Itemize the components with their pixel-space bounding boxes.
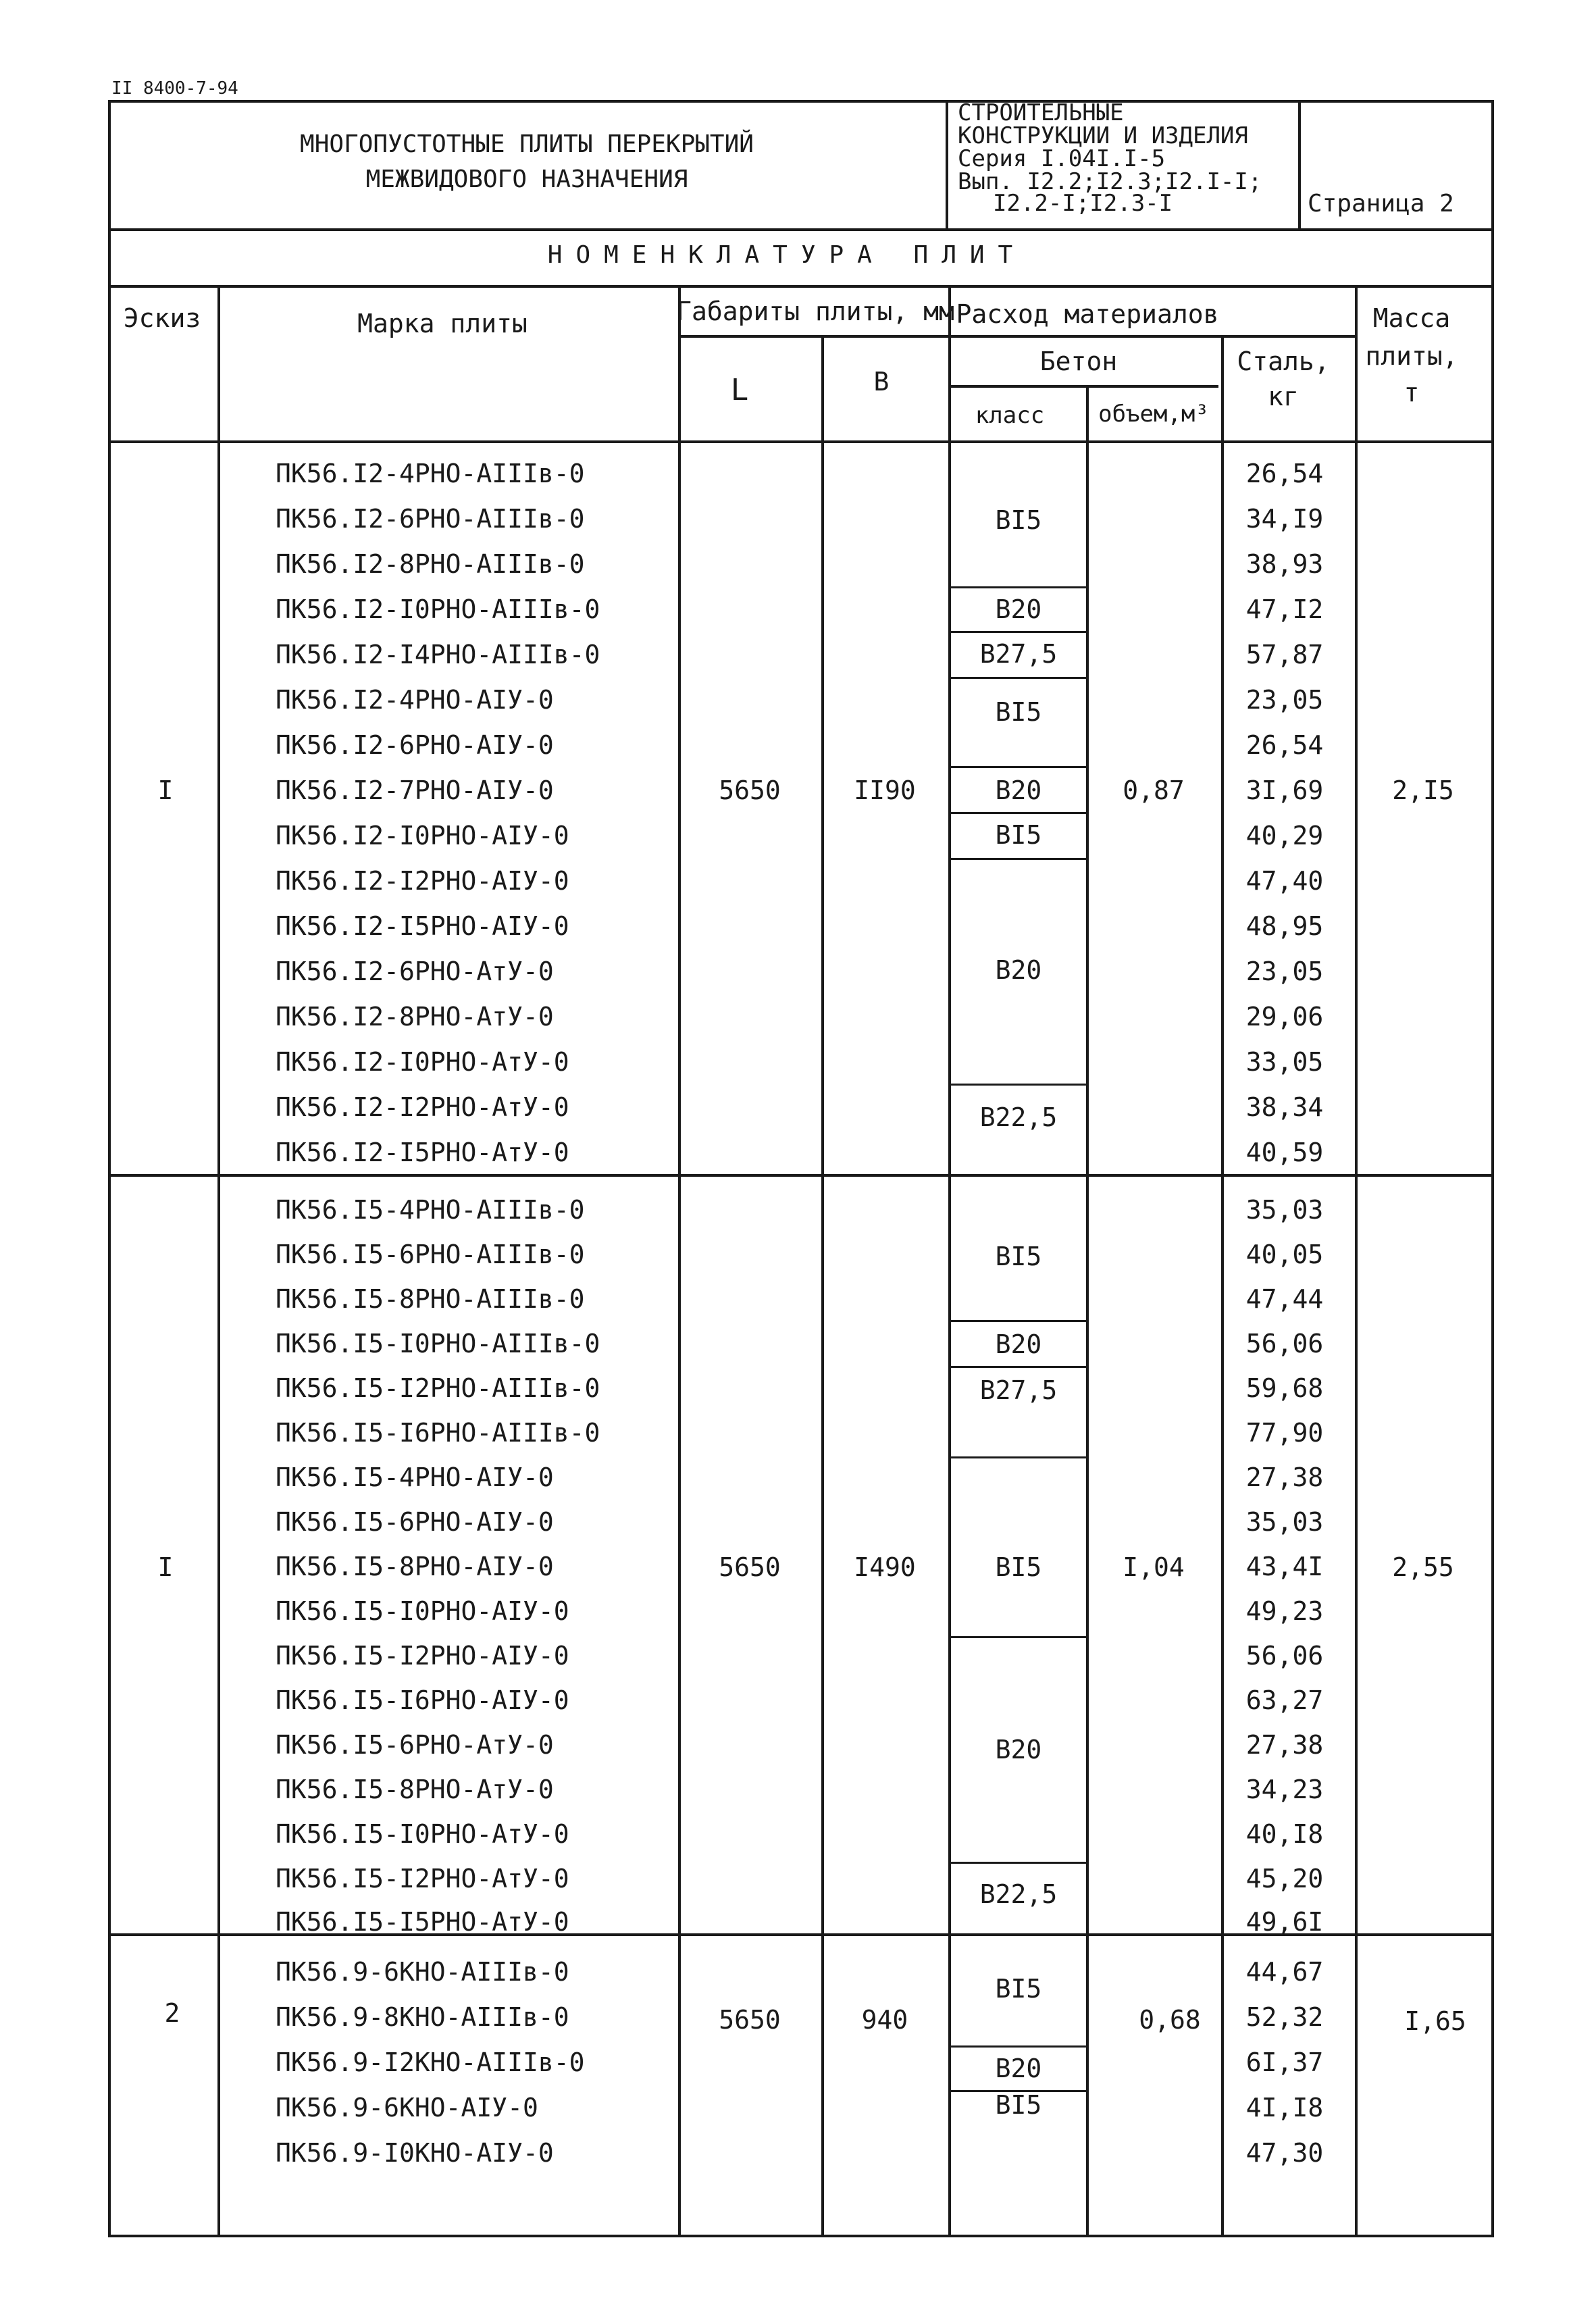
group-2-row-2-mark: ПК56.I5-6РНО-АIIIв-0: [276, 1240, 585, 1269]
group-1-row-3-mark: ПК56.I2-8РНО-АIIIв-0: [276, 549, 585, 579]
group-1-class-4: BI5: [995, 697, 1042, 727]
group-1-width: II90: [854, 776, 916, 805]
group-2-class-1: BI5: [995, 1242, 1042, 1271]
group-1-row-5-mark: ПК56.I2-I4РНО-АIIIв-0: [276, 640, 600, 669]
col-mass-line-2: плиты,: [1365, 341, 1458, 371]
group-3-row-2-mark: ПК56.9-8КНО-АIIIв-0: [276, 2002, 569, 2032]
group-1-row-9-steel: 40,29: [1245, 821, 1324, 850]
title-line-2: МЕЖВИДОВОГО НАЗНАЧЕНИЯ: [365, 166, 688, 193]
group-2-row-5-steel: 59,68: [1245, 1373, 1324, 1403]
group-3-volume: 0,68: [1139, 2005, 1201, 2035]
group-2-row-1-steel: 35,03: [1245, 1195, 1324, 1225]
group-3-length: 5650: [719, 2005, 781, 2035]
group-2-row-3-steel: 47,44: [1245, 1284, 1324, 1314]
group-2-row-4-steel: 56,06: [1245, 1329, 1324, 1358]
group-1-row-16-steel: 40,59: [1245, 1138, 1324, 1167]
col-mass-line-3: т: [1404, 378, 1420, 407]
group-1-row-16-mark: ПК56.I2-I5РНО-АтУ-0: [276, 1138, 569, 1167]
group-3-sketch: 2: [164, 1998, 180, 2028]
col-dims: Габариты плиты, мм: [676, 297, 954, 326]
group-2-sketch: I: [157, 1552, 174, 1582]
group-2-row-10-mark: ПК56.I5-I0РНО-АIУ-0: [276, 1596, 569, 1626]
group-1-class-5: B20: [995, 776, 1042, 805]
group-2-length: 5650: [719, 1552, 781, 1582]
series-line-3: Серия I.04I.I-5: [958, 145, 1166, 172]
group-2-row-15-steel: 40,I8: [1245, 1819, 1324, 1849]
group-1-class-3: B27,5: [979, 639, 1058, 669]
group-2-row-13-steel: 27,38: [1245, 1730, 1324, 1760]
group-2-row-8-mark: ПК56.I5-6РНО-АIУ-0: [276, 1507, 554, 1537]
group-2-row-12-mark: ПК56.I5-I6РНО-АIУ-0: [276, 1685, 569, 1715]
col-steel-line-2: кг: [1268, 382, 1299, 411]
group-2-class-6: B22,5: [979, 1879, 1058, 1909]
group-2-row-3-mark: ПК56.I5-8РНО-АIIIв-0: [276, 1284, 585, 1314]
group-1-row-15-mark: ПК56.I2-I2РНО-АтУ-0: [276, 1092, 569, 1122]
group-1-class-2: B20: [995, 594, 1042, 624]
group-2-class-2: B20: [995, 1329, 1042, 1359]
group-3-row-3-mark: ПК56.9-I2КНО-АIIIв-0: [276, 2048, 585, 2077]
col-steel-line-1: Сталь,: [1237, 347, 1330, 376]
group-2-row-6-mark: ПК56.I5-I6РНО-АIIIв-0: [276, 1418, 600, 1448]
group-1-row-12-mark: ПК56.I2-6РНО-АтУ-0: [276, 957, 554, 986]
group-2-row-6-steel: 77,90: [1245, 1418, 1324, 1448]
group-2-class-3: B27,5: [979, 1375, 1058, 1405]
group-2-volume: I,04: [1123, 1552, 1185, 1582]
group-2-row-9-mark: ПК56.I5-8РНО-АIУ-0: [276, 1552, 554, 1581]
series-line-1: СТРОИТЕЛЬНЫЕ: [958, 99, 1124, 126]
group-2-row-16-mark: ПК56.I5-I2РНО-АтУ-0: [276, 1864, 569, 1893]
group-1-row-10-mark: ПК56.I2-I2РНО-АIУ-0: [276, 866, 569, 896]
group-2-mass: 2,55: [1392, 1552, 1454, 1582]
col-dim-l: L: [730, 373, 749, 407]
group-1-row-9-mark: ПК56.I2-I0РНО-АIУ-0: [276, 821, 569, 850]
col-mark: Марка плиты: [357, 309, 527, 338]
group-2-row-15-mark: ПК56.I5-I0РНО-АтУ-0: [276, 1819, 569, 1849]
group-1-class-8: B22,5: [979, 1102, 1058, 1132]
group-3-row-1-steel: 44,67: [1245, 1957, 1324, 1987]
group-3-class-2: B20: [995, 2054, 1042, 2083]
group-1-row-1-steel: 26,54: [1245, 459, 1324, 488]
group-1-row-4-steel: 47,I2: [1245, 594, 1324, 624]
group-1-row-5-steel: 57,87: [1245, 640, 1324, 669]
group-1-row-12-steel: 23,05: [1245, 957, 1324, 986]
group-2-row-4-mark: ПК56.I5-I0РНО-АIIIв-0: [276, 1329, 600, 1358]
series-line-5: I2.2-I;I2.3-I: [993, 190, 1173, 217]
group-2-row-14-mark: ПК56.I5-8РНО-АтУ-0: [276, 1775, 554, 1804]
group-2-row-10-steel: 49,23: [1245, 1596, 1324, 1626]
group-3-row-3-steel: 6I,37: [1245, 2048, 1324, 2077]
col-concrete: Бетон: [1039, 347, 1118, 376]
group-3-class-1: BI5: [995, 1974, 1042, 2004]
group-1-row-7-mark: ПК56.I2-6РНО-АIУ-0: [276, 730, 554, 760]
group-2-row-1-mark: ПК56.I5-4РНО-АIIIв-0: [276, 1195, 585, 1225]
group-1-row-4-mark: ПК56.I2-I0РНО-АIIIв-0: [276, 594, 600, 624]
group-1-row-2-steel: 34,I9: [1245, 504, 1324, 534]
group-3-row-1-mark: ПК56.9-6КНО-АIIIв-0: [276, 1957, 569, 1987]
group-1-row-11-steel: 48,95: [1245, 911, 1324, 941]
group-3-width: 940: [861, 2005, 908, 2035]
group-2-class-5: B20: [995, 1735, 1042, 1764]
group-1-row-14-mark: ПК56.I2-I0РНО-АтУ-0: [276, 1047, 569, 1077]
group-2-row-12-steel: 63,27: [1245, 1685, 1324, 1715]
group-3-mass: I,65: [1404, 2006, 1466, 2036]
group-3-row-2-steel: 52,32: [1245, 2002, 1324, 2032]
group-1-row-7-steel: 26,54: [1245, 730, 1324, 760]
col-materials: Расход материалов: [956, 299, 1219, 329]
group-2-row-13-mark: ПК56.I5-6РНО-АтУ-0: [276, 1730, 554, 1760]
group-1-sketch: I: [157, 776, 174, 805]
document-code: II 8400-7-94: [111, 78, 238, 99]
group-1-row-11-mark: ПК56.I2-I5РНО-АIУ-0: [276, 911, 569, 941]
page-label: Страница 2: [1308, 190, 1454, 218]
group-1-row-3-steel: 38,93: [1245, 549, 1324, 579]
col-dim-b: B: [873, 367, 890, 397]
group-2-row-16-steel: 45,20: [1245, 1864, 1324, 1893]
col-concrete-class: класс: [975, 402, 1045, 429]
title-line-1: МНОГОПУСТОТНЫЕ ПЛИТЫ ПЕРЕКРЫТИЙ: [300, 130, 754, 158]
group-2-row-9-steel: 43,4I: [1245, 1552, 1324, 1581]
group-1-row-13-steel: 29,06: [1245, 1002, 1324, 1032]
group-1-row-2-mark: ПК56.I2-6РНО-АIIIв-0: [276, 504, 585, 534]
group-1-row-10-steel: 47,40: [1245, 866, 1324, 896]
group-2-row-17-mark: ПК56.I5-I5РНО-АтУ-0: [276, 1907, 569, 1937]
series-line-4: Вып. I2.2;I2.3;I2.I-I;: [958, 168, 1262, 195]
col-mass-line-1: Масса: [1372, 303, 1451, 333]
group-3-row-4-mark: ПК56.9-6КНО-АIУ-0: [276, 2093, 538, 2123]
group-3-row-5-mark: ПК56.9-I0КНО-АIУ-0: [276, 2138, 554, 2168]
col-concrete-volume: объем,м³: [1098, 401, 1209, 428]
group-3-row-5-steel: 47,30: [1245, 2138, 1324, 2168]
group-1-volume: 0,87: [1123, 776, 1185, 805]
group-1-length: 5650: [719, 776, 781, 805]
group-1-row-8-mark: ПК56.I2-7РНО-АIУ-0: [276, 776, 554, 805]
section-title: НОМЕНКЛАТУРА ПЛИТ: [547, 241, 1027, 269]
group-1-class-7: B20: [995, 955, 1042, 985]
group-1-row-15-steel: 38,34: [1245, 1092, 1324, 1122]
group-1-row-6-mark: ПК56.I2-4РНО-АIУ-0: [276, 685, 554, 715]
group-2-row-17-steel: 49,6I: [1245, 1907, 1324, 1937]
group-2-row-14-steel: 34,23: [1245, 1775, 1324, 1804]
series-line-2: КОНСТРУКЦИИ И ИЗДЕЛИЯ: [958, 122, 1248, 149]
group-2-row-11-mark: ПК56.I5-I2РНО-АIУ-0: [276, 1641, 569, 1671]
group-2-row-2-steel: 40,05: [1245, 1240, 1324, 1269]
col-sketch: Эскиз: [123, 303, 201, 333]
group-2-row-7-mark: ПК56.I5-4РНО-АIУ-0: [276, 1463, 554, 1492]
group-1-row-6-steel: 23,05: [1245, 685, 1324, 715]
group-2-row-11-steel: 56,06: [1245, 1641, 1324, 1671]
group-2-row-8-steel: 35,03: [1245, 1507, 1324, 1537]
group-1-row-14-steel: 33,05: [1245, 1047, 1324, 1077]
group-1-row-1-mark: ПК56.I2-4РНО-АIIIв-0: [276, 459, 585, 488]
group-2-class-4: BI5: [995, 1552, 1042, 1582]
group-1-mass: 2,I5: [1392, 776, 1454, 805]
group-3-row-4-steel: 4I,I8: [1245, 2093, 1324, 2123]
group-3-class-3: BI5: [995, 2090, 1042, 2120]
group-1-row-13-mark: ПК56.I2-8РНО-АтУ-0: [276, 1002, 554, 1032]
group-2-row-5-mark: ПК56.I5-I2РНО-АIIIв-0: [276, 1373, 600, 1403]
group-2-width: I490: [854, 1552, 916, 1582]
group-1-row-8-steel: 3I,69: [1245, 776, 1324, 805]
group-1-class-1: BI5: [995, 505, 1042, 535]
group-1-class-6: BI5: [995, 820, 1042, 850]
group-2-row-7-steel: 27,38: [1245, 1463, 1324, 1492]
